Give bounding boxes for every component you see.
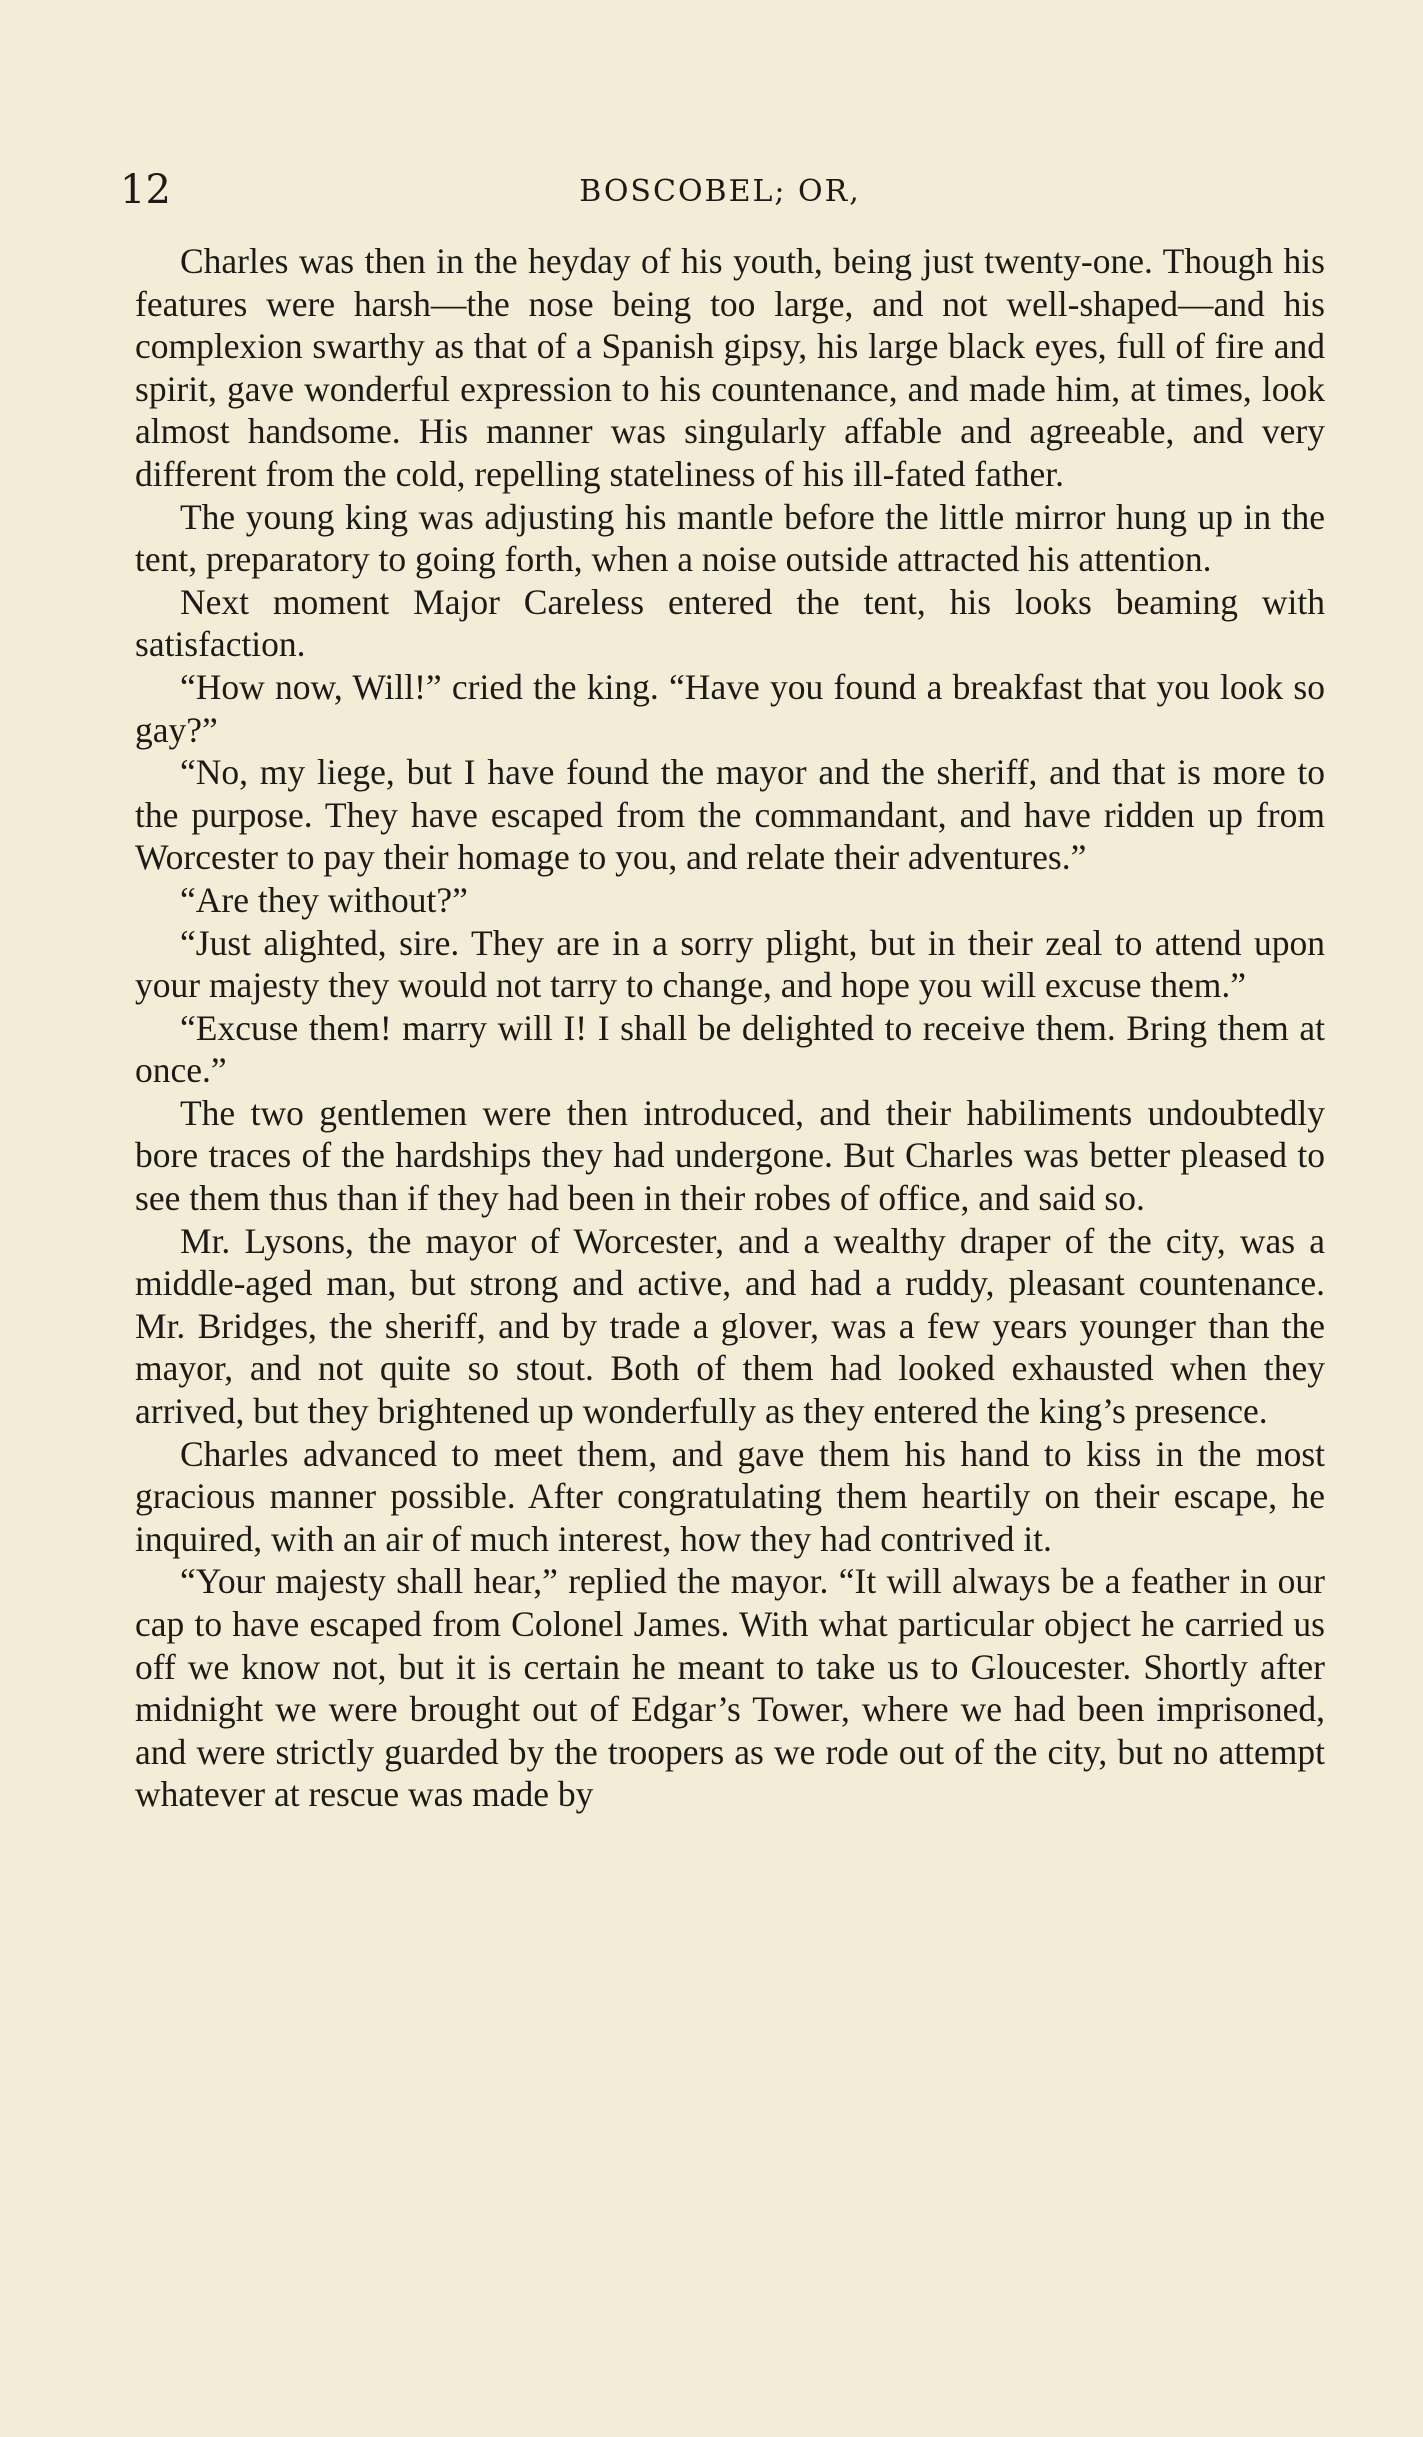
paragraph: “Are they without?” [180,879,468,920]
paragraph: “Your majesty shall hear,” replied the mayor. “It will always be a feather in our cap to have escaped from Colonel James. With what particular object he carried us off we know not, but it is certain he meant to take us to Gloucester. Shortly after midnight we were brought out of Edgar’s Tower, where we had been imprisoned, and were strictly guarded by the troopers as we rode out of the city, but no attempt whatever at rescue was made by [135,1561,1325,1815]
paragraph: The two gentlemen were then introduced, and their habiliments undoubtedly bore traces of the hardships they had undergone. But Charles was better pleased to see them thus than if they had been in their robes of office, and said so. [135,1092,1325,1219]
paragraph: Charles was then in the heyday of his youth, being just twenty-one. Though his features were harsh—the nose being too large, and not well-shaped—and his complexion swarthy as that of a Spanish gipsy, his large black eyes, full of fire and spirit, gave wonderful expression to his countenance, and made him, at times, look almost handsome. His manner was singularly affable and agreeable, and very different from the cold, repelling stateliness of his ill-fated father. [135,241,1325,494]
page-number: 12 [120,167,171,213]
paragraph: “No, my liege, but I have found the mayor and the sheriff, and that is more to the purpose. They have escaped from the commandant, and have ridden up from Worcester to pay their homage to you, and relate their adventures.” [135,752,1325,878]
page-header [120,160,1320,220]
paragraph: “Excuse them! marry will I! I shall be delighted to receive them. Bring them at once.” [135,1007,1325,1091]
body-text [135,240,1325,1816]
paragraph: “How now, Will!” cried the king. “Have you found a breakfast that you look so gay?” [135,666,1325,750]
paragraph: Next moment Major Careless entered the tent, his looks beaming with satisfaction. [135,581,1325,665]
paragraph: Charles advanced to meet them, and gave them his hand to kiss in the most gracious manner possible. After congratulating them heartily on their escape, he inquired, with an air of much interest, how they had contrived it. [135,1433,1325,1559]
paragraph: The young king was adjusting his mantle before the little mirror hung up in the tent, preparatory to going forth, when a noise outside attracted his attention. [135,496,1325,580]
paragraph: “Just alighted, sire. They are in a sorry plight, but in their zeal to attend upon your majesty they would not tarry to change, and hope you will excuse them.” [135,922,1325,1006]
running-head: BOSCOBEL; OR, [579,174,861,209]
paragraph: Mr. Lysons, the mayor of Worcester, and a wealthy draper of the city, was a middle-aged man, but strong and active, and had a ruddy, pleasant countenance. Mr. Bridges, the sheriff, and by trade a glover, was a few years younger than the mayor, and not quite so stout. Both of them had looked exhausted when they arrived, but they brightened up wonderfully as they entered the king’s presence. [135,1220,1325,1432]
